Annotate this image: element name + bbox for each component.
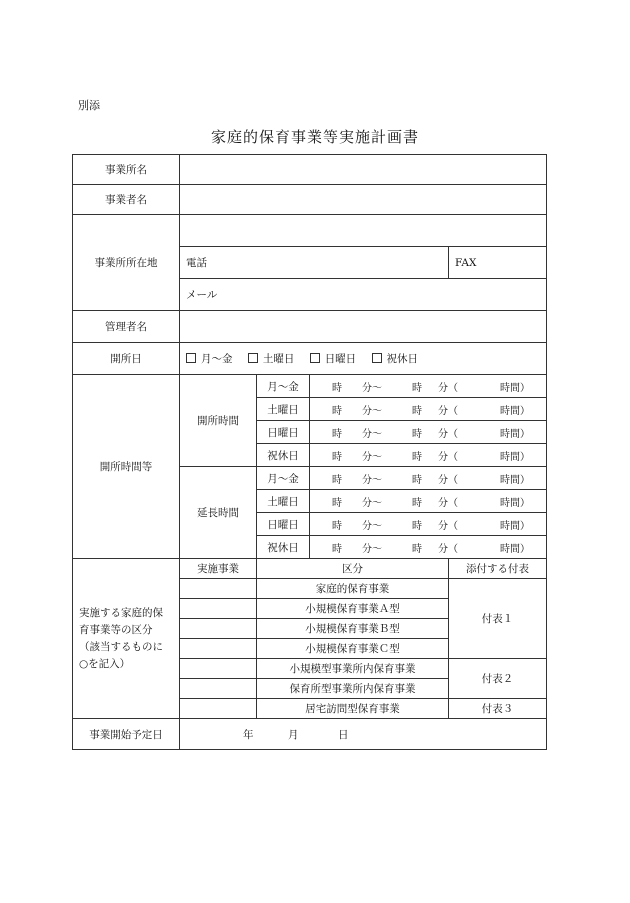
time-range-field[interactable]: 時 分～ 時 分（ 時間）	[310, 536, 547, 559]
day-label: 日曜日	[257, 513, 310, 536]
time-range-field[interactable]: 時 分～ 時 分（ 時間）	[310, 444, 547, 467]
checkbox-icon[interactable]	[248, 353, 258, 363]
implementation-mark-field[interactable]	[180, 639, 257, 659]
office-name-label: 事業所名	[73, 155, 180, 185]
mail-label: メール	[186, 289, 218, 301]
office-name-field[interactable]	[180, 155, 547, 185]
row-open-days	[73, 343, 547, 375]
month-label: 月	[288, 728, 299, 741]
time-range-field[interactable]: 時 分～ 時 分（ 時間）	[310, 375, 547, 398]
row-office-name	[73, 155, 547, 185]
day-label: 土曜日	[257, 490, 310, 513]
open-hours-section-label: 開所時間等	[73, 375, 180, 559]
page-title: 家庭的保育事業等実施計画書	[210, 128, 419, 146]
category-label: 小規模型事業所内保育事業	[257, 659, 449, 679]
location-label: 事業所所在地	[73, 215, 180, 311]
attachment-label: 付表１	[449, 579, 547, 659]
day-label: 土曜日	[257, 398, 310, 421]
open-time-label: 開所時間	[180, 375, 257, 467]
day-label: 日曜日	[257, 421, 310, 444]
fax-field[interactable]	[449, 247, 547, 279]
checkbox-icon[interactable]	[310, 353, 320, 363]
manager-field[interactable]	[180, 311, 547, 343]
open-day-option[interactable]: 月～金	[186, 353, 233, 365]
address-field[interactable]	[180, 215, 547, 247]
row-open-time-1	[73, 375, 547, 398]
time-range-field[interactable]: 時 分～ 時 分（ 時間）	[310, 398, 547, 421]
col-implementation-header: 実施事業	[180, 559, 257, 579]
manager-label: 管理者名	[73, 311, 180, 343]
category-label: 小規模保育事業Ａ型	[257, 599, 449, 619]
implementation-mark-field[interactable]	[180, 699, 257, 719]
category-label: 小規模保育事業Ｂ型	[257, 619, 449, 639]
open-days-options	[180, 343, 547, 375]
day-label: 祝休日	[257, 444, 310, 467]
operator-name-label: 事業者名	[73, 185, 180, 215]
day-label: 月～金	[257, 375, 310, 398]
open-day-option[interactable]: 日曜日	[310, 353, 357, 365]
row-operator-name	[73, 185, 547, 215]
implementation-mark-field[interactable]	[180, 659, 257, 679]
open-days-label: 開所日	[73, 343, 180, 375]
day-label-date: 日	[338, 728, 349, 741]
attachment-label: 付表２	[449, 659, 547, 699]
phone-label: 電話	[186, 257, 207, 269]
implementation-mark-field[interactable]	[180, 599, 257, 619]
implementation-mark-field[interactable]	[180, 679, 257, 699]
category-label: 家庭的保育事業	[257, 579, 449, 599]
operator-name-field[interactable]	[180, 185, 547, 215]
row-start-date	[73, 719, 547, 750]
category-label: 居宅訪問型保育事業	[257, 699, 449, 719]
col-attachment-header: 添付する付表	[449, 559, 547, 579]
time-range-field[interactable]: 時 分～ 時 分（ 時間）	[310, 467, 547, 490]
open-day-option[interactable]: 土曜日	[248, 353, 295, 365]
category-label: 保育所型事業所内保育事業	[257, 679, 449, 699]
time-range-field[interactable]: 時 分～ 時 分（ 時間）	[310, 513, 547, 536]
col-category-header: 区分	[257, 559, 449, 579]
category-label: 小規模保育事業Ｃ型	[257, 639, 449, 659]
year-label: 年	[243, 728, 254, 741]
extended-time-label: 延長時間	[180, 467, 257, 559]
row-classification-header	[73, 559, 547, 579]
plan-form-table	[72, 154, 547, 750]
open-day-option[interactable]: 祝休日	[372, 353, 419, 365]
start-date-label: 事業開始予定日	[73, 719, 180, 750]
mail-field[interactable]	[180, 279, 547, 311]
day-label: 月～金	[257, 467, 310, 490]
implementation-mark-field[interactable]	[180, 579, 257, 599]
row-manager	[73, 311, 547, 343]
time-range-field[interactable]: 時 分～ 時 分（ 時間）	[310, 490, 547, 513]
fax-label: FAX	[455, 256, 477, 269]
row-location-address	[73, 215, 547, 247]
classification-label: 実施する家庭的保 育事業等の区分 （該当するものに ○を記入）	[73, 559, 180, 719]
implementation-mark-field[interactable]	[180, 619, 257, 639]
phone-field[interactable]	[180, 247, 449, 279]
time-range-field[interactable]: 時 分～ 時 分（ 時間）	[310, 421, 547, 444]
checkbox-icon[interactable]	[372, 353, 382, 363]
day-label: 祝休日	[257, 536, 310, 559]
checkbox-icon[interactable]	[186, 353, 196, 363]
start-date-field[interactable]	[180, 719, 547, 750]
attachment-label: 付表３	[449, 699, 547, 719]
annex-label: 別添	[78, 99, 100, 112]
